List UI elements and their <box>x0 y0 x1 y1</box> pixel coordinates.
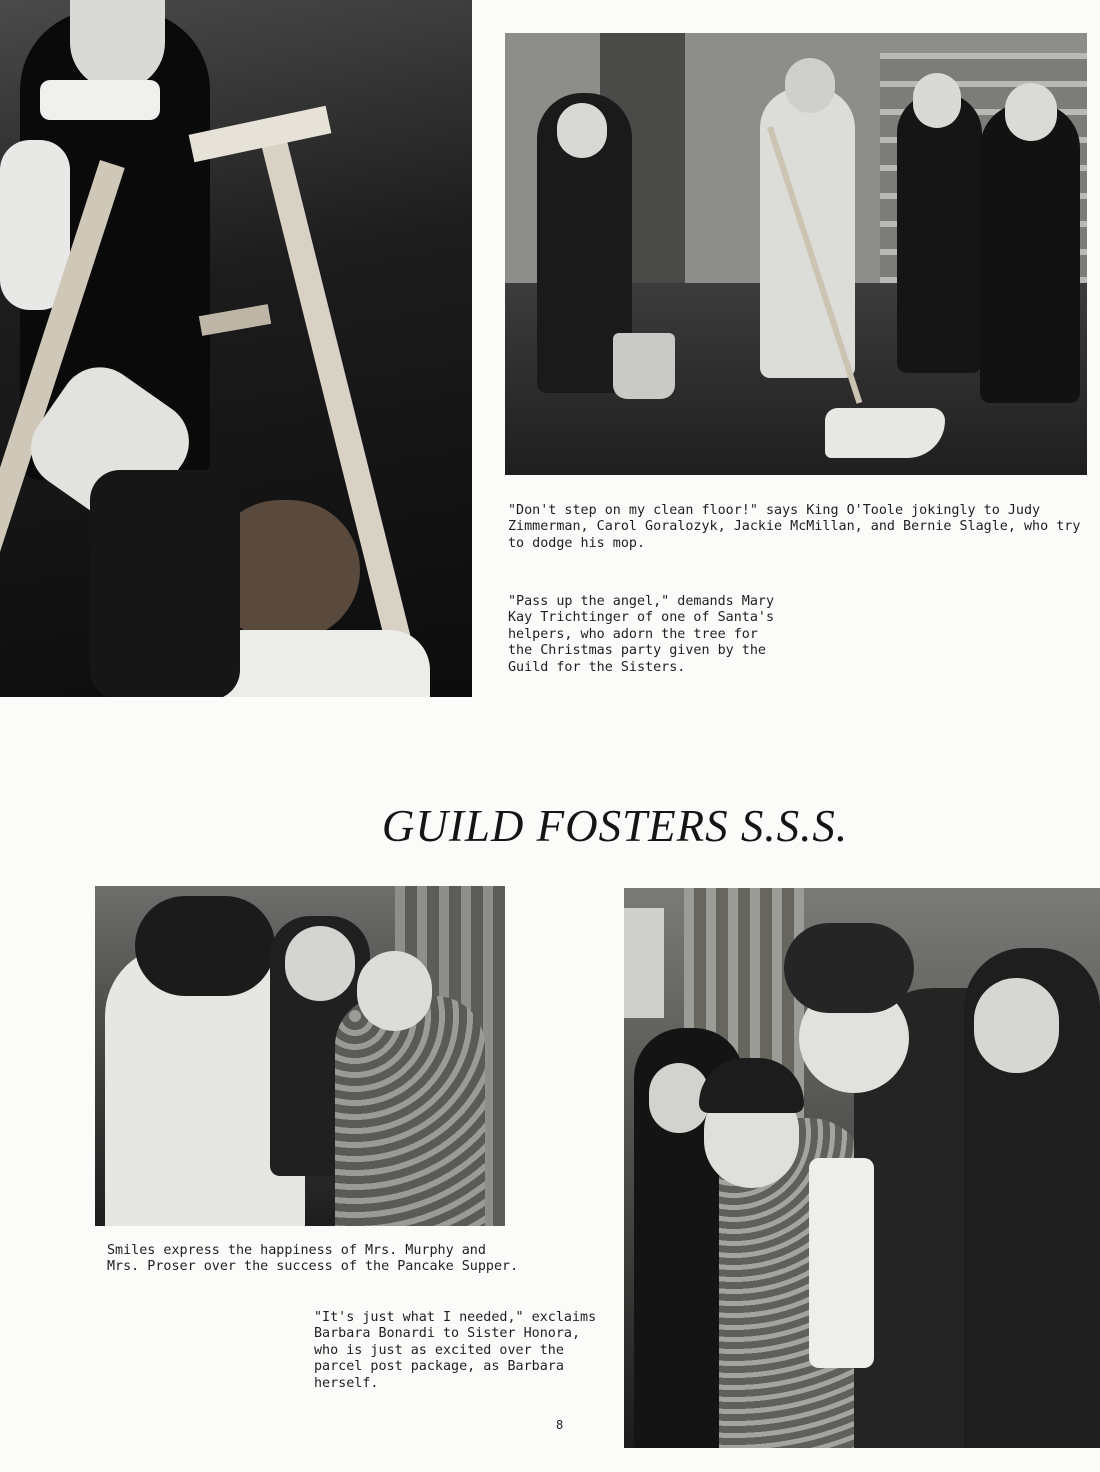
mop-floor-photo <box>505 33 1087 475</box>
girl-right <box>980 103 1080 403</box>
mrs-proser <box>335 996 485 1226</box>
page-number: 8 <box>556 1418 564 1432</box>
dark-sleeve <box>90 470 240 697</box>
angel-caption: "Pass up the angel," demands Mary Kay Trichtinger of one of Santa's helpers, who adorn the tree for the Christmas party given by the Guild for the Sisters. <box>508 594 775 675</box>
mrs-proser-face <box>357 951 432 1031</box>
smiles-caption: Smiles express the happiness of Mrs. Murphy and Mrs. Proser over the success of the Pancake Supper. <box>107 1243 519 1275</box>
ladder-top <box>189 106 332 162</box>
parcel-post-photo <box>624 888 1100 1448</box>
girl-mid-face <box>913 73 961 128</box>
king-face <box>785 58 835 113</box>
parcel-paper <box>809 1158 874 1368</box>
dark-hair <box>135 896 275 996</box>
page-title: GUILD FOSTERS S.S.S. <box>381 801 849 851</box>
woman-with-glasses-face <box>974 978 1059 1073</box>
lamp-shade <box>624 908 664 1018</box>
mop-head <box>825 408 945 458</box>
girl-mid <box>897 93 982 373</box>
collar <box>40 80 160 120</box>
ladder-tree-photo <box>0 0 472 697</box>
girl-left-face <box>557 103 607 158</box>
standing-woman-hair <box>784 923 914 1013</box>
pancake-supper-photo <box>95 886 505 1226</box>
mop-caption: "Don't step on my clean floor!" says King O'Toole jokingly to Judy Zimmerman, Carol Goralozyk, Jackie McMillan, and Bernie Slagle, who try to dodge his mop. <box>508 503 1081 551</box>
bucket <box>613 333 675 399</box>
mrs-murphy-face <box>285 926 355 1001</box>
parcel-caption: "It's just what I needed," exclaims Barbara Bonardi to Sister Honora, who is just as excited over the parcel post package, as Barbara herself. <box>314 1310 597 1391</box>
girl-right-face <box>1005 83 1057 141</box>
